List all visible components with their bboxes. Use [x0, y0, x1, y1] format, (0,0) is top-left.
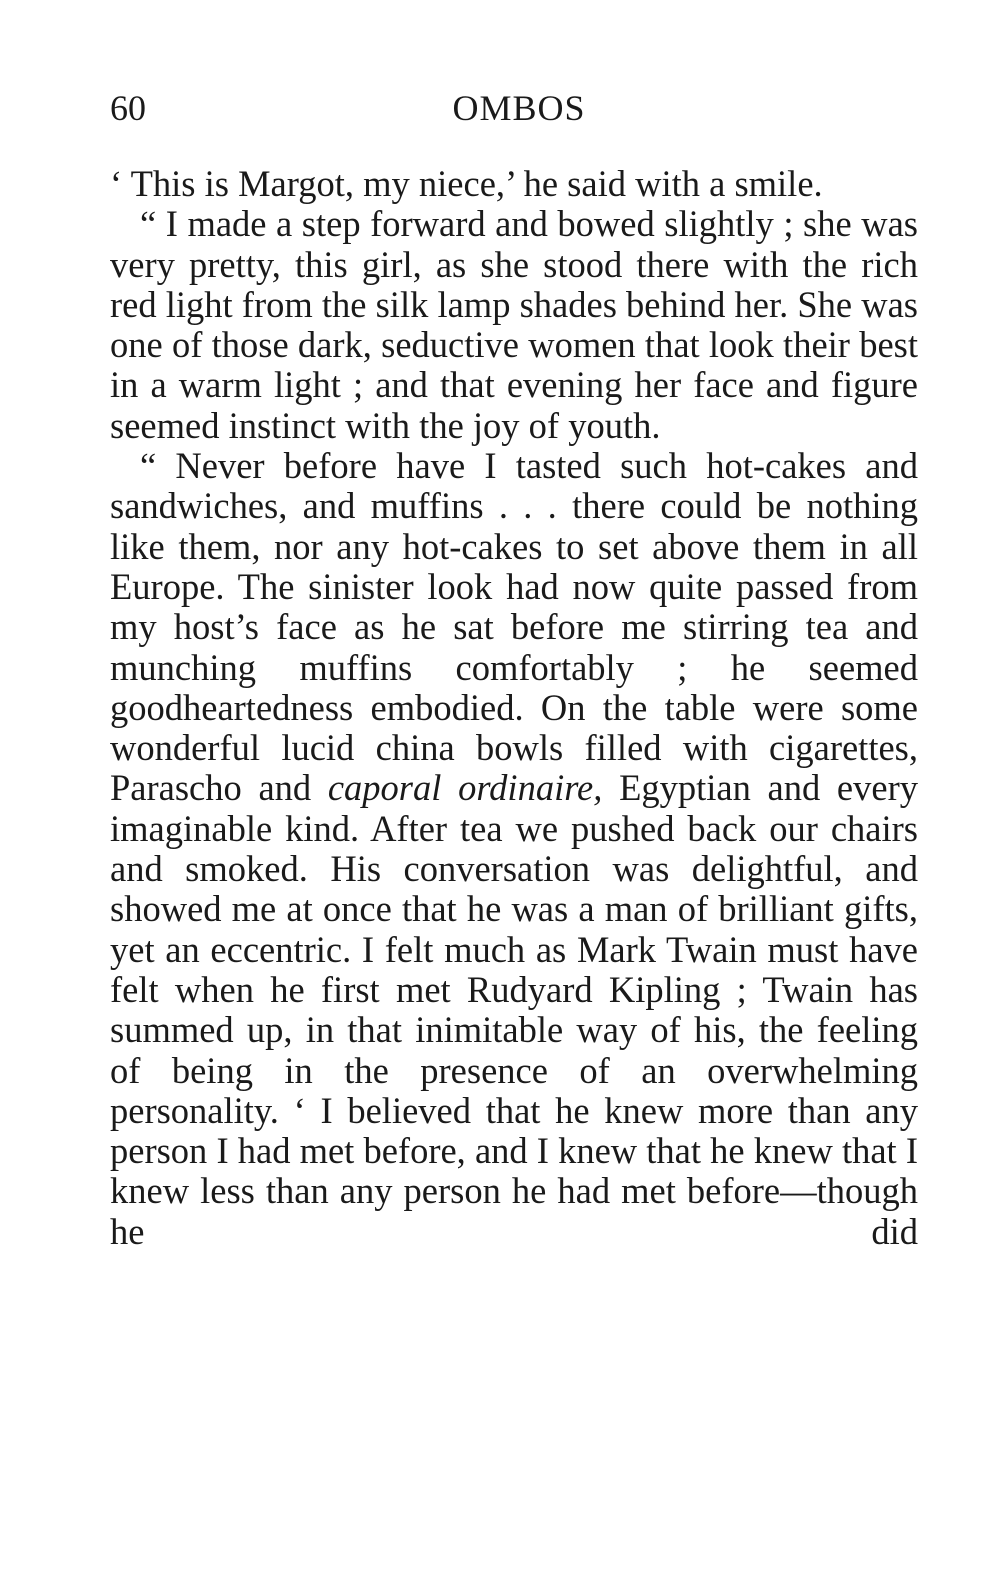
body-text	[110, 164, 918, 1252]
page-number: 60	[110, 88, 146, 128]
paragraph-3-italic: caporal ordinaire,	[327, 767, 603, 809]
running-head: OMBOS	[452, 88, 586, 128]
paragraph-3	[110, 446, 918, 1252]
paragraph-3-text-b: Egyptian and every imaginable kind. After tea we pushed back our chairs and smoked. His conversation was delightful, and showed me at once that he was a man of brilliant gifts, yet an eccentric. I felt much as Mark Twain must have felt when he first met Rudyard Kipling ; Twain has summed up, in that inimitable way of his, the feeling of being in the presence of an overwhelming personality. ‘ I believed that he knew more than any person I had met before, and I knew that he knew that I knew less than any person he had met before—though he did	[110, 767, 918, 1252]
paragraph-1: ‘ This is Margot, my niece,’ he said with a smile.	[110, 163, 823, 204]
page-header	[110, 82, 918, 134]
book-page	[110, 82, 918, 1252]
paragraph-2: “ I made a step forward and bowed slightly ; she was very pretty, this girl, as she stood there with the rich red light from the silk lamp shades behind her. She was one of those dark, seductive women that look their best in a warm light ; and that evening her face and figure seemed instinct with the joy of youth.	[110, 203, 918, 446]
paragraph-3-text-a: “ Never before have I tasted such hot-cakes and sandwiches, and muffins . . . there could be nothing like them, nor any hot-cakes to set above them in all Europe. The sinister look had now quite passed from my host’s face as he sat before me stirring tea and munching muffins comfortably ; he seemed goodheartedness embodied. On the table were some wonderful lucid china bowls filled with cigarettes, Parascho and	[110, 445, 918, 809]
